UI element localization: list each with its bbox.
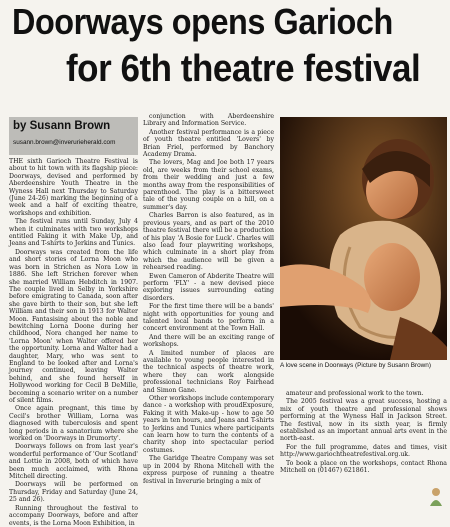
article-paragraph: The 2005 festival was a great success, hosting a mix of youth theatre and professional shows performing at the Wyness Hall in Jackson Street. The festival, now in its sixth year, is firmly established as an important annual arts event in the north-east. — [280, 398, 447, 443]
article-paragraph: conjunction with Aberdeenshire Library and Information Service. — [143, 113, 274, 128]
article-paragraph: THE sixth Garioch Theatre Festival is about to hit town with its flagship piece: Doorways, devised and performed by Aberdeenshire Youth Theatre in the Wyness Hall next Thursday to Saturday (June 24-26) marking the beginning of a week and a half of exciting theatre, workshops and exhibition. — [9, 158, 138, 217]
byline-name: by Susann Brown — [13, 120, 111, 132]
article-paragraph: And there will be an exciting range of workshops. — [143, 333, 274, 349]
article-paragraph: Running throughout the festival to accompany Doorways, before and after events, is the Lorna Moon Exhibition, in — [9, 504, 138, 527]
headline-line-1: Doorways opens Garioch — [12, 1, 393, 42]
article-paragraph: Doorways follows on from last year's wonderful performance of 'Our Scotland' and Lottie in 2008, both of which have been much acclaimed, with Rhona Mitchell directing. — [9, 443, 138, 481]
article-paragraph: The festival runs until Sunday, July 4 when it culminates with two workshops entitled Faking it with Make Up, and Jeans and T-shirts to Jerkins and Tunics. — [9, 218, 138, 248]
article-paragraph: For the first time there will be a bands' night with opportunities for young and talented local bands to perform in a concert environment at the Town Hall. — [143, 303, 274, 333]
article-paragraph: Ewen Cameron of Abderite Theatre will perform 'FLY' - a new devised piece exploring issues surrounding eating disorders. — [143, 272, 274, 302]
article-paragraph: The lovers, Mag and Joe both 17 years old, are weeks from their school exams, from their wedding and just a few months away from the responsibilities of parenthood. The play is a bittersweet tale of the young couple on a hill, on a summer's day. — [143, 159, 274, 211]
article-paragraph: A limited number of places are available to young people interested in the technical aspects of theatre work, where they can work alongside professional technicians Roy Fairhead and Simon Gane. — [143, 349, 274, 394]
article-paragraph: Once again pregnant, this time by Cecil's brother William, Lorna was diagnosed with tuberculosis and spent long periods in a sanatorium where she worked on 'Doorways in Drumorty'. — [9, 405, 138, 443]
article-paragraph: Other workshops include contemporary dance - a workshop with proudExposure, Faking it with Make-up - how to age 50 years in ten hours, and Jeans and T-shirts to Jerkins and Tunics where participants can learn how to turn the contents of a charity shop into spectacular period costumes. — [143, 395, 274, 454]
photo-image — [280, 117, 447, 360]
article-paragraph: For the full programme, dates and times, visit http://www.gariochtheatrefestival.org.uk. — [280, 443, 447, 459]
decorative-figure-icon — [420, 486, 448, 508]
article-paragraph: amateur and professional work to the town. — [286, 390, 424, 397]
article-paragraph: Another festival performance is a piece of youth theatre entitled 'Lovers' by Brian Friel, performed by Banchory Academy Drama. — [143, 128, 274, 159]
photo-love-scene — [280, 117, 447, 360]
article-paragraph: Doorways will be performed on Thursday, Friday and Saturday (June 24, 25 and 26). — [9, 481, 138, 504]
article-column-2 — [143, 113, 274, 508]
article-paragraph: Charles Barron is also featured, as in previous years, and as part of the 2010 theatre festival there will be a production of his play 'A Bosie for Luck'. Charles will also lead four playwriting workshops, which culminate in a short play from which the audience will be given a rehearsed reading. — [143, 212, 275, 272]
byline-email: susann.brown@inverurieherald.com — [13, 139, 116, 146]
article-paragraph: Doorways was created from the life and short stories of Lorna Moon who was born in Strichen as Nora Low in 1886. She left Strichen forever when she married William Hebditch in 1907. The couple lived in Selby in Yorkshire before emigrating to Canada, soon after she gave birth to their son, but she left William and their son in 1913 for Walter Moon. Fantasising about the noble and bewitching Lorna Doone during her childhood, Nora changed her name to 'Lorna Moon' when Walter offered her the opportunity. Lorna and Walter had a daughter, Mary, who was sent to England to be looked after and Lorna's journey continued, leaving Walter behind, and she found herself in Hollywood working for Cecil B DeMille, becoming a scenario writer on a number of silent films. — [9, 248, 138, 404]
headline-line-2: for 6th theatre festival — [66, 48, 421, 90]
article-column-1 — [9, 158, 138, 527]
article-paragraph: To book a place on the workshops, contact Rhona Mitchell on (01467) 621861. — [280, 459, 447, 475]
article-paragraph: The Garidge Theatre Company was set up in 2004 by Rhona Mitchell with the express purpose of running a theatre festival in Inverurie bringing a mix of — [143, 455, 274, 485]
byline-box — [9, 117, 138, 155]
photo-caption: A love scene in Doorways (Picture by Susann Brown) — [280, 362, 431, 369]
